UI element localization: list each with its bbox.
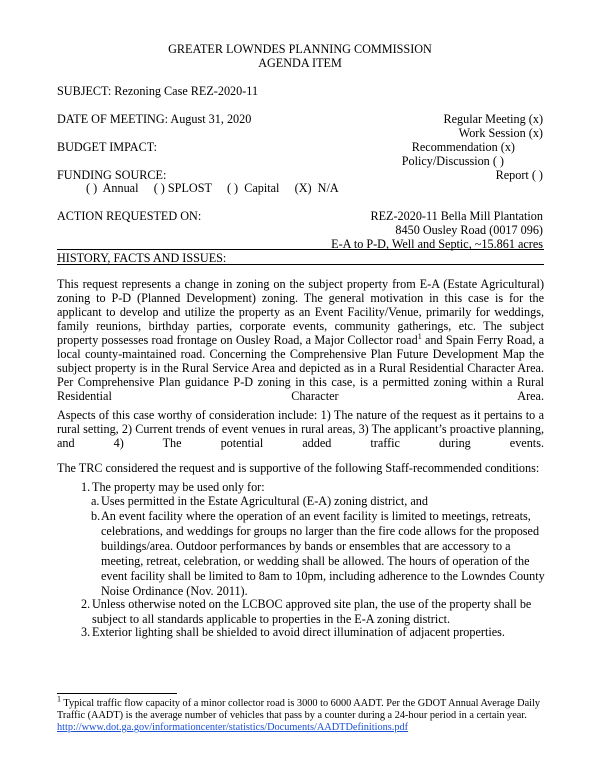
funding-options: ( ) Annual ( ) SPLOST ( ) Capital (X) N/A — [86, 181, 339, 195]
policy-discussion-flag: Policy/Discussion ( ) — [401, 154, 504, 168]
considerations-paragraph: Aspects of this case worthy of consideration include: 1) The nature of the request as it pertains to a rural setting, 2) Current trends of event venues in rural areas, 3) The applicant’s proactive planning, and 4) The potential added traffic during events. — [57, 408, 544, 450]
agenda-item-title: AGENDA ITEM — [258, 56, 342, 70]
budget-impact-label: BUDGET IMPACT: — [57, 140, 157, 154]
condition-b-text: An event facility where the operation of an event facility is limited to meetings, retreats, celebrations, and weddings for groups no larger than the fire code allows for the proposed buildings/area. Outdoor performances by bands or ensembles that are accessory to a meeting, retreat, celebration, or wedding shall be allowed. The hours of operation of the event facility shall be limited to 8am to 10pm, including adherence to the Lowndes County Noise Ordinance (Nov. 2011). — [101, 509, 545, 598]
condition-a-label: a. — [91, 494, 100, 508]
trc-paragraph: The TRC considered the request and is supportive of the following Staff-recommended conditions: — [57, 461, 540, 475]
footnote-text: Typical traffic flow capacity of a minor collector road is 3000 to 6000 AADT. Per the GDOT Annual Average Daily Traffic (AADT) is the average number of vehicles that pass by a counter during a 24-hour period in a certain year. — [57, 698, 541, 721]
condition-2-number: 2. — [81, 597, 91, 611]
funding-source-label: FUNDING SOURCE: — [57, 168, 167, 182]
history-paragraph — [57, 277, 544, 417]
commission-title: GREATER LOWNDES PLANNING COMMISSION — [168, 42, 432, 56]
case-zoning-change: E-A to P-D, Well and Septic, ~15.861 acres — [331, 237, 543, 251]
meeting-date: DATE OF MEETING: August 31, 2020 — [57, 112, 252, 126]
history-text-part1: This request represents a change in zoning on the subject property from E-A (Estate Agricultural) zoning to P-D (Planned Development) zoning. The general motivation in this case is for the applicant to develop and utilize the property as an Event Facility/Venue, primarily for weddings, family reunions, birthday parties, corporate events, community gatherings, etc. The subject property possesses road frontage on Ousley Road, a Major Collector road — [57, 277, 544, 347]
history-heading: HISTORY, FACTS AND ISSUES: — [57, 251, 227, 265]
aadt-definitions-link[interactable]: http://www.dot.ga.gov/informationcenter/statistics/Documents/AADTDefinitions.pdf — [57, 722, 409, 733]
case-title: REZ-2020-11 Bella Mill Plantation — [370, 209, 543, 223]
recommendation-flag: Recommendation (x) — [411, 140, 515, 154]
divider-bottom — [57, 264, 544, 265]
footnote-mark: 1 — [57, 694, 61, 704]
condition-a-text: Uses permitted in the Estate Agricultural (E-A) zoning district, and — [101, 494, 428, 508]
footnote-divider — [57, 693, 177, 694]
condition-2-text: Unless otherwise noted on the LCBOC approved site plan, the use of the property shall be subject to all standards applicable to properties in the E-A zoning district. — [92, 597, 532, 626]
footnote — [57, 694, 544, 722]
condition-3-number: 3. — [81, 625, 91, 639]
action-requested-label: ACTION REQUESTED ON: — [57, 209, 202, 223]
divider-top — [57, 249, 544, 250]
subject-line: SUBJECT: Rezoning Case REZ-2020-11 — [57, 84, 259, 98]
case-address: 8450 Ousley Road (0017 096) — [395, 223, 543, 237]
history-text-part2: and Spain Ferry Road, a local county-maintained road. Concerning the Comprehensive Plan Future Development Map the subject property is in the Rural Service Area and depicted as in a Rural Residential Character Area. Per Comprehensive Plan guidance P-D zoning in this case, is a permitted zoning within a Rural Residential Character Area. — [57, 333, 544, 403]
regular-meeting-flag: Regular Meeting (x) — [443, 112, 543, 126]
report-flag: Report ( ) — [495, 168, 543, 182]
footnote-reference: 1 — [417, 331, 422, 341]
condition-1-number: 1. — [81, 480, 91, 494]
condition-1-text: The property may be used only for: — [92, 480, 265, 494]
work-session-flag: Work Session (x) — [458, 126, 543, 140]
condition-3-text: Exterior lighting shall be shielded to avoid direct illumination of adjacent properties. — [92, 625, 505, 639]
condition-b-label: b. — [91, 509, 101, 523]
